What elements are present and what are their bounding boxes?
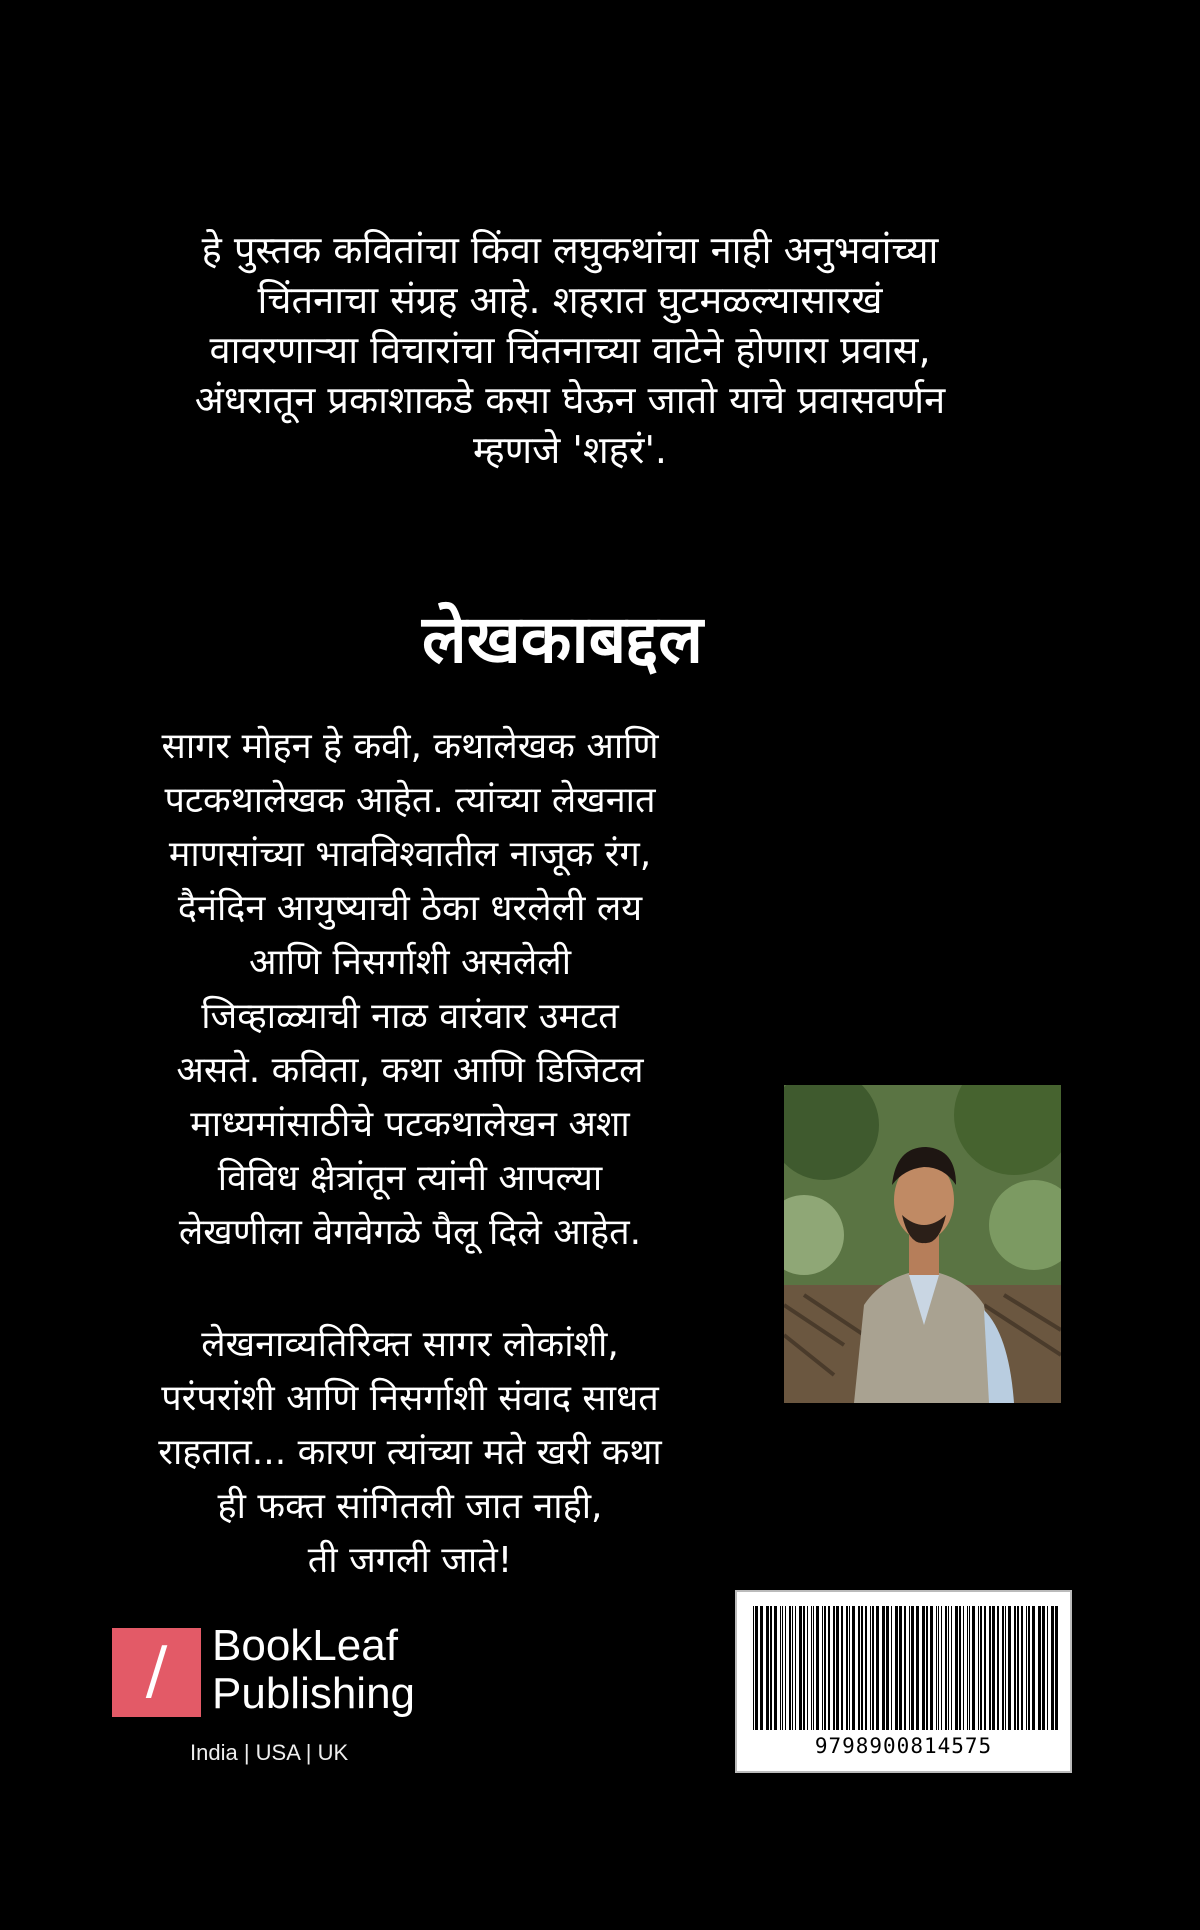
barcode-bar bbox=[799, 1606, 802, 1730]
author-photo bbox=[784, 1085, 1061, 1403]
barcode-bar bbox=[828, 1606, 830, 1730]
barcode-bar bbox=[822, 1606, 823, 1730]
barcode-bar bbox=[795, 1606, 796, 1730]
barcode-bar bbox=[1047, 1606, 1048, 1730]
barcode-bar bbox=[959, 1606, 961, 1730]
about-author-heading: लेखकाबद्दल bbox=[422, 601, 703, 678]
barcode-bar bbox=[1042, 1606, 1045, 1730]
barcode-bar bbox=[760, 1606, 763, 1730]
barcode-bar bbox=[926, 1606, 928, 1730]
barcode-bar bbox=[865, 1606, 867, 1730]
barcode-bar bbox=[1005, 1606, 1006, 1730]
publisher-regions: India | USA | UK bbox=[190, 1740, 349, 1765]
barcode-bar bbox=[861, 1606, 863, 1730]
barcode-bar bbox=[904, 1606, 906, 1730]
barcode-bar bbox=[1021, 1606, 1023, 1730]
publisher-name bbox=[212, 1622, 415, 1718]
publisher-name-line-2: Publishing bbox=[212, 1669, 416, 1718]
barcode-bar bbox=[870, 1606, 871, 1730]
bio-line: माध्यमांसाठीचे पटकथालेखन अशा bbox=[190, 1104, 630, 1145]
barcode-bar bbox=[824, 1606, 826, 1730]
isbn-number: 9798900814575 bbox=[814, 1734, 993, 1758]
barcode-bar bbox=[972, 1606, 975, 1730]
barcode-bar bbox=[849, 1606, 850, 1730]
barcode-bar bbox=[753, 1606, 754, 1730]
barcode-bar bbox=[1008, 1606, 1011, 1730]
bio-line: माणसांच्या भावविश्वातील नाजूक रंग, bbox=[168, 834, 652, 875]
barcode-bar bbox=[941, 1606, 942, 1730]
barcode-bar bbox=[980, 1606, 982, 1730]
slash-icon: / bbox=[145, 1634, 168, 1708]
barcode-bar bbox=[951, 1606, 952, 1730]
bio-line: राहतात... कारण त्यांच्या मते खरी कथा bbox=[158, 1432, 662, 1473]
barcode-bar bbox=[774, 1606, 777, 1730]
barcode-bar bbox=[876, 1606, 879, 1730]
barcode-bar bbox=[803, 1606, 805, 1730]
blurb-line: वावरणाऱ्या विचारांचा चिंतनाच्या वाटेने होणारा प्रवास, bbox=[209, 328, 931, 372]
barcode-bar bbox=[1051, 1606, 1054, 1730]
blurb-line: चिंतनाचा संग्रह आहे. शहरात घुटमळल्यासारखं bbox=[257, 278, 883, 322]
author-bio-paragraph-2 bbox=[120, 1318, 700, 1588]
bio-line: सागर मोहन हे कवी, कथालेखक आणि bbox=[161, 726, 659, 767]
publisher-name-line-1: BookLeaf bbox=[212, 1621, 398, 1670]
back-cover-blurb bbox=[130, 225, 1010, 475]
barcode-bar bbox=[895, 1606, 898, 1730]
barcode-bar bbox=[1026, 1606, 1027, 1730]
barcode-bar bbox=[1014, 1606, 1016, 1730]
barcode-bar bbox=[1017, 1606, 1019, 1730]
barcode-bar bbox=[911, 1606, 914, 1730]
barcode-bar bbox=[997, 1606, 999, 1730]
barcode-bar bbox=[989, 1606, 991, 1730]
barcode-bar bbox=[882, 1606, 885, 1730]
barcode-bar bbox=[780, 1606, 781, 1730]
barcode-bar bbox=[967, 1606, 968, 1730]
barcode-bar bbox=[1032, 1606, 1035, 1730]
barcode-bar bbox=[922, 1606, 925, 1730]
barcode-bar bbox=[770, 1606, 772, 1730]
blurb-line: हे पुस्तक कवितांचा किंवा लघुकथांचा नाही अनुभवांच्या bbox=[201, 228, 939, 272]
bio-line: दैनंदिन आयुष्याची ठेका धरलेली लय bbox=[177, 888, 643, 929]
barcode-bar bbox=[858, 1606, 860, 1730]
barcode-bar bbox=[833, 1606, 835, 1730]
barcode-bar bbox=[945, 1606, 947, 1730]
barcode-bar bbox=[899, 1606, 902, 1730]
barcode-bar bbox=[813, 1606, 814, 1730]
author-portrait-icon bbox=[784, 1085, 1061, 1403]
barcode-bar bbox=[984, 1606, 986, 1730]
barcode-bar bbox=[1028, 1606, 1030, 1730]
isbn-barcode bbox=[735, 1590, 1072, 1773]
barcode-bar bbox=[852, 1606, 855, 1730]
publisher-logo-mark bbox=[112, 1628, 201, 1717]
barcode-bar bbox=[909, 1606, 910, 1730]
bio-line: लेखनाव्यतिरिक्त सागर लोकांशी, bbox=[201, 1324, 619, 1365]
barcode-bar bbox=[978, 1606, 979, 1730]
barcode-bar bbox=[963, 1606, 964, 1730]
bio-line: लेखणीला वेगवेगळे पैलू दिले आहेत. bbox=[178, 1212, 642, 1253]
blurb-line: म्हणजे 'शहरं'. bbox=[473, 428, 667, 472]
barcode-bars-icon bbox=[747, 1606, 1064, 1730]
bio-line: पटकथालेखक आहेत. त्यांच्या लेखनात bbox=[164, 780, 656, 821]
barcode-bar bbox=[992, 1606, 995, 1730]
barcode-bar bbox=[841, 1606, 843, 1730]
bio-line: परंपरांशी आणि निसर्गाशी संवाद साधत bbox=[161, 1378, 659, 1419]
barcode-bar bbox=[969, 1606, 970, 1730]
bio-line: जिव्हाळ्याची नाळ वारंवार उमटत bbox=[201, 996, 619, 1037]
barcode-bar bbox=[792, 1606, 793, 1730]
barcode-bar bbox=[807, 1606, 808, 1730]
barcode-bar bbox=[930, 1606, 933, 1730]
barcode-bar bbox=[789, 1606, 791, 1730]
barcode-bar bbox=[1055, 1606, 1058, 1730]
barcode-bar bbox=[872, 1606, 874, 1730]
bio-line: ती जगली जाते! bbox=[307, 1540, 513, 1581]
blurb-line: अंधरातून प्रकाशाकडे कसा घेऊन जातो याचे प्रवासवर्णन bbox=[194, 378, 946, 422]
barcode-bar bbox=[938, 1606, 939, 1730]
barcode-bar bbox=[955, 1606, 958, 1730]
barcode-bar bbox=[916, 1606, 919, 1730]
barcode-bar bbox=[886, 1606, 889, 1730]
barcode-bar bbox=[948, 1606, 949, 1730]
barcode-bar bbox=[766, 1606, 769, 1730]
bio-line: विविध क्षेत्रांतून त्यांनी आपल्या bbox=[217, 1158, 603, 1199]
bio-line: आणि निसर्गाशी असलेली bbox=[248, 942, 572, 983]
barcode-bar bbox=[811, 1606, 812, 1730]
bio-line: असते. कविता, कथा आणि डिजिटल bbox=[176, 1050, 644, 1091]
barcode-bar bbox=[816, 1606, 819, 1730]
barcode-bar bbox=[755, 1606, 758, 1730]
barcode-bar bbox=[846, 1606, 848, 1730]
barcode-bar bbox=[1002, 1606, 1004, 1730]
bio-line: ही फक्त सांगितली जात नाही, bbox=[217, 1486, 603, 1527]
barcode-bar bbox=[785, 1606, 786, 1730]
barcode-bar bbox=[891, 1606, 892, 1730]
barcode-bar bbox=[1038, 1606, 1041, 1730]
author-bio-paragraph-1 bbox=[120, 720, 700, 1260]
barcode-bar bbox=[782, 1606, 783, 1730]
barcode-bar bbox=[836, 1606, 839, 1730]
barcode-bar bbox=[936, 1606, 937, 1730]
